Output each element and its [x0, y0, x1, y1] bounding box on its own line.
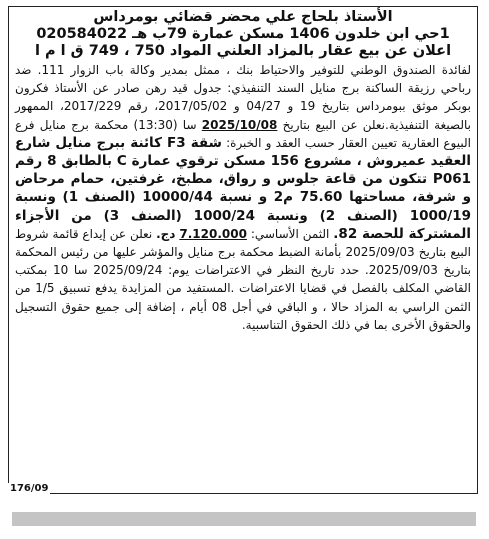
conditions-text: نعلن عن إيداع قائمة شروط البيع بتاريخ 2025/09/03 بأمانة الضبط محكمة برج منايل والمؤشر عليها من رئيس المحكمة بتاريخ 2025/09/03. حدد تاريخ النظر في الاعتراضات يوم: 2025/09/24 سا 10 بمكتب القاضي المكلف بالفصل في قضايا الاعتراضات .المستفيد من المزايدة يدفع تسبيق 1/5 من الثمن الراسي به المزاد حالا ، و الباقي في أجل 08 أيام ، إضافة إلى جميع حقوق التسجيل والحقوق الأخرى بما في ذلك الحقوق التناسبية.: [15, 226, 472, 332]
sale-court-text: (13:30) محكمة برج منايل فرع البيوع العقارية تعيين العقار حسب العقد و الخبرة:: [15, 117, 471, 150]
notice-header-line3: اعلان عن بيع عقار بالمزاد العلني المواد 750 ، 749 ق ا م ا: [34, 43, 452, 59]
notice-body: [15, 61, 471, 334]
notice-reference: 176/09: [10, 483, 49, 494]
sale-date: 2025/10/08: [201, 117, 278, 132]
next-notice-bar: [12, 512, 476, 526]
notice-header-line1: الأستاذ بلحاج علي محضر قضائي بومرداس: [93, 9, 393, 25]
base-price-unit: دج.: [156, 226, 176, 241]
legal-notice: [8, 6, 478, 494]
base-price-value: 7.120.000: [179, 226, 247, 241]
notice-parties-text: لفائدة الصندوق الوطني للتوفير والاحتياط بنك ، ممثل بمدير وكالة باب الزوار 111. ضد رباحي رزيقة الساكنة برج منايل السند التنفيذي: جدول قيد رهن صادر عن الأستاذ فكرون بوبكر موثق ببومرداس بتاريخ 19 و 04/27 و 2017/05/02، رقم 2017/229، الممهور بالصيغة التنفيذية.نعلن عن البيع بتاريخ: [15, 63, 471, 132]
base-price-label: الثمن الأساسي:: [250, 226, 330, 241]
property-description: شقة F3 كائنة ببرج منايل شارع العقيد عميروش ، مشروع 156 مسكن ترقوي عمارة C بالطابق 8 رقم P061 تتكون من قاعة جلوس و رواق، مطبخ، غرفتين، حمام مرحاض و شرفة، مساحتها 75.60 م2 و نسبة 10000/44 (الصنف 1) ونسبة 1000/19 (الصنف 2) ونسبة 1000/24 (الصنف 3) من الأجزاء المشتركة للحصة 82.: [15, 134, 471, 242]
notice-header-line2: 1حي ابن خلدون 1406 مسكن عمارة 79ب هـ 020584022: [36, 26, 450, 42]
sale-time-word: سا: [182, 117, 197, 132]
